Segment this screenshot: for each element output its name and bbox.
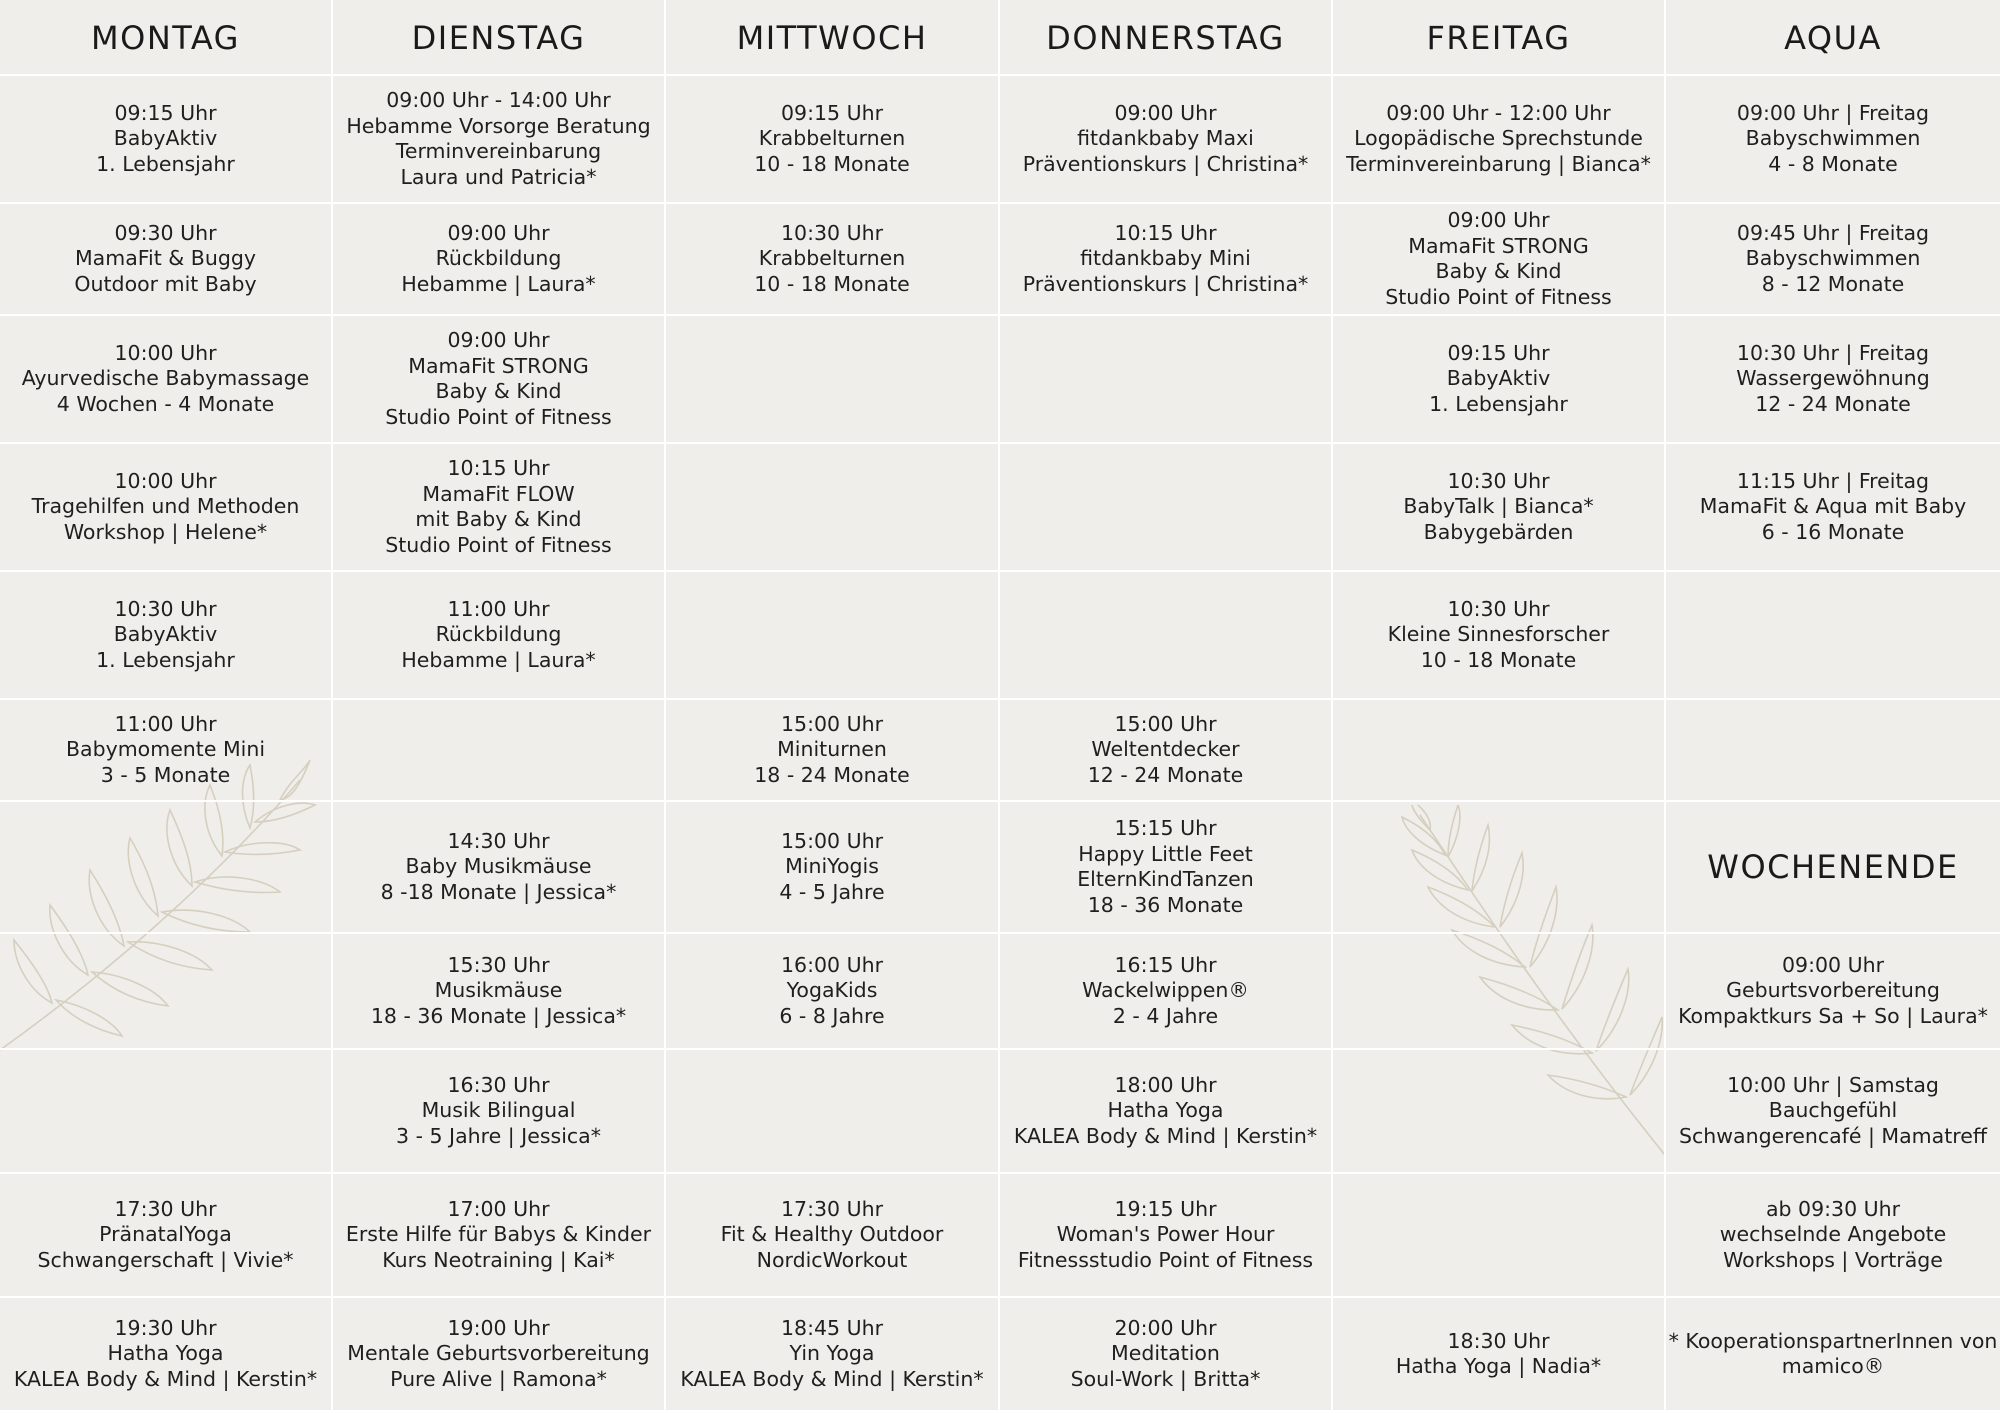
course-line: 1. Lebensjahr: [1429, 391, 1568, 416]
course-line: Kleine Sinnesforscher: [1387, 622, 1610, 647]
empty-cell: [1666, 572, 2000, 700]
course-cell: [1666, 444, 2000, 572]
course-line: 10 - 18 Monate: [1420, 647, 1577, 672]
course-line: KALEA Body & Mind | Kerstin*: [13, 1366, 318, 1391]
empty-cell: [0, 802, 333, 934]
course-cell: [0, 1174, 333, 1298]
course-cell: [333, 316, 666, 444]
course-cell: [333, 934, 666, 1050]
course-line: 18:30 Uhr: [1447, 1328, 1550, 1353]
course-cell: [333, 444, 666, 572]
course-line: 4 Wochen - 4 Monate: [56, 391, 275, 416]
course-line: 09:00 Uhr - 14:00 Uhr: [386, 88, 611, 112]
course-line: 20:00 Uhr: [1114, 1315, 1217, 1340]
course-cell: [1333, 204, 1666, 316]
course-cell: [0, 76, 333, 204]
course-line: Krabbelturnen: [758, 126, 906, 151]
course-line: 12 - 24 Monate: [1087, 762, 1244, 787]
course-line: 11:00 Uhr: [114, 711, 217, 736]
course-line: Yin Yoga: [789, 1341, 875, 1366]
course-line: 18 - 36 Monate | Jessica*: [370, 1003, 627, 1028]
course-line: Bauchgefühl: [1768, 1098, 1898, 1123]
empty-cell: [1000, 316, 1333, 444]
course-line: Laura und Patricia*: [400, 164, 597, 189]
course-line: 09:30 Uhr: [114, 220, 217, 245]
course-line: Erste Hilfe für Babys & Kinder: [345, 1222, 652, 1247]
course-line: ab 09:30 Uhr: [1765, 1196, 1901, 1221]
course-cell: [1333, 76, 1666, 204]
course-cell: [0, 700, 333, 802]
course-cell: [0, 1298, 333, 1412]
course-line: 19:15 Uhr: [1114, 1196, 1217, 1221]
course-line: Schwangerencafé | Mamatreff: [1679, 1123, 1987, 1148]
empty-cell: [1333, 1050, 1666, 1174]
column-header-mittwoch: MITTWOCH: [666, 0, 1000, 76]
course-cell: [1000, 700, 1333, 802]
course-line: Baby & Kind: [1435, 259, 1562, 283]
course-line: 15:00 Uhr: [780, 711, 884, 736]
course-line: Mentale Geburtsvorbereitung: [347, 1341, 650, 1366]
course-line: MamaFit STRONG: [1408, 233, 1589, 258]
course-line: Terminvereinbarung | Bianca*: [1346, 151, 1651, 176]
course-cell: [0, 204, 333, 316]
course-line: YogaKids: [786, 978, 878, 1003]
weekend-title: WOCHENENDE: [1707, 848, 1959, 886]
course-line: MamaFit & Buggy: [74, 246, 257, 271]
course-line: 16:30 Uhr: [447, 1072, 550, 1097]
course-cell: [333, 1298, 666, 1412]
course-line: Hatha Yoga | Nadia*: [1395, 1354, 1602, 1378]
weekend-header-cell: [1666, 802, 2000, 934]
column-header-montag: MONTAG: [0, 0, 333, 76]
course-cell: [666, 204, 1000, 316]
course-line: BabyAktiv: [113, 126, 218, 151]
course-cell: [1000, 1174, 1333, 1298]
course-line: PränatalYoga: [99, 1222, 232, 1247]
course-line: 10 - 18 Monate: [754, 271, 910, 296]
empty-cell: [666, 1050, 1000, 1174]
course-line: Babygebärden: [1423, 519, 1574, 544]
course-line: wechselnde Angebote: [1719, 1222, 1947, 1247]
course-line: 18:45 Uhr: [780, 1315, 884, 1340]
course-line: 14:30 Uhr: [447, 828, 550, 853]
course-cell: [333, 76, 666, 204]
course-cell: [0, 572, 333, 700]
course-line: 3 - 5 Jahre | Jessica*: [396, 1123, 601, 1148]
course-line: Weltentdecker: [1091, 737, 1240, 762]
course-line: Meditation: [1111, 1341, 1220, 1366]
course-line: 17:30 Uhr: [114, 1196, 217, 1221]
course-line: MiniYogis: [785, 854, 879, 879]
empty-cell: [1000, 444, 1333, 572]
course-line: Präventionskurs | Christina*: [1022, 271, 1309, 296]
course-line: Babymomente Mini: [65, 737, 266, 762]
course-line: 17:30 Uhr: [780, 1196, 884, 1221]
empty-cell: [1000, 572, 1333, 700]
course-cell: [333, 572, 666, 700]
course-line: Logopädische Sprechstunde: [1354, 126, 1643, 151]
course-line: 16:00 Uhr: [780, 952, 884, 977]
course-line: 19:30 Uhr: [114, 1315, 217, 1340]
column-header-aqua: AQUA: [1666, 0, 2000, 76]
course-line: Hatha Yoga: [107, 1341, 224, 1366]
course-line: Hebamme | Laura*: [401, 271, 596, 296]
course-line: 10:00 Uhr | Samstag: [1727, 1072, 1939, 1097]
course-cell: [666, 1298, 1000, 1412]
course-line: Musikmäuse: [434, 978, 563, 1003]
column-header-dienstag: DIENSTAG: [333, 0, 666, 76]
course-line: 15:00 Uhr: [1114, 711, 1217, 736]
course-line: 09:00 Uhr | Freitag: [1736, 100, 1930, 125]
empty-cell: [1333, 700, 1666, 802]
course-cell: [0, 316, 333, 444]
column-header-freitag: FREITAG: [1333, 0, 1666, 76]
course-line: 10:30 Uhr | Freitag: [1736, 340, 1930, 365]
course-line: MamaFit STRONG: [408, 353, 589, 378]
course-line: 1. Lebensjahr: [96, 647, 235, 672]
course-line: 8 -18 Monate | Jessica*: [380, 879, 617, 904]
course-line: 09:00 Uhr - 12:00 Uhr: [1386, 100, 1611, 125]
course-line: Tragehilfen und Methoden: [31, 494, 300, 519]
course-cell: [666, 934, 1000, 1050]
empty-cell: [1666, 700, 2000, 802]
course-line: Schwangerschaft | Vivie*: [37, 1247, 294, 1272]
course-line: Miniturnen: [777, 737, 887, 762]
course-line: Pure Alive | Ramona*: [390, 1366, 607, 1391]
course-line: 15:30 Uhr: [447, 952, 550, 977]
course-line: 10 - 18 Monate: [754, 151, 910, 176]
course-cell: [0, 444, 333, 572]
course-line: Baby & Kind: [435, 379, 562, 403]
course-line: MamaFit & Aqua mit Baby: [1699, 494, 1967, 519]
footnote-cell: [1666, 1298, 2000, 1412]
course-line: 4 - 8 Monate: [1768, 151, 1898, 176]
course-cell: [333, 1050, 666, 1174]
course-line: NordicWorkout: [756, 1247, 908, 1272]
course-line: Präventionskurs | Christina*: [1022, 151, 1309, 176]
course-line: Soul-Work | Britta*: [1070, 1366, 1261, 1391]
course-cell: [333, 1174, 666, 1298]
course-line: 19:00 Uhr: [447, 1315, 550, 1340]
course-line: 10:30 Uhr: [1447, 596, 1550, 621]
course-line: Happy Little Feet: [1078, 841, 1253, 866]
course-line: Fitnessstudio Point of Fitness: [1017, 1247, 1314, 1272]
course-cell: [666, 802, 1000, 934]
empty-cell: [666, 444, 1000, 572]
course-line: MamaFit FLOW: [422, 481, 575, 506]
course-line: 12 - 24 Monate: [1755, 391, 1911, 416]
course-line: 15:00 Uhr: [780, 828, 884, 853]
course-line: 09:45 Uhr | Freitag: [1736, 220, 1930, 245]
footnote-line: mamico®: [1781, 1354, 1885, 1378]
course-line: 15:15 Uhr: [1114, 816, 1217, 840]
course-line: 10:15 Uhr: [1114, 220, 1217, 245]
course-line: 11:00 Uhr: [447, 596, 550, 621]
course-line: Woman's Power Hour: [1056, 1222, 1275, 1247]
footnote-line: * KooperationspartnerInnen von: [1668, 1328, 1998, 1353]
empty-cell: [1333, 802, 1666, 934]
course-cell: [666, 700, 1000, 802]
course-line: Wackelwippen®: [1082, 978, 1249, 1003]
course-line: 3 - 5 Monate: [100, 762, 231, 787]
course-cell: [1333, 444, 1666, 572]
course-cell: [1666, 1050, 2000, 1174]
course-line: fitdankbaby Mini: [1080, 246, 1251, 271]
course-line: KALEA Body & Mind | Kerstin*: [680, 1366, 984, 1391]
empty-cell: [666, 316, 1000, 444]
course-line: 10:00 Uhr: [114, 340, 217, 365]
course-cell: [1666, 1174, 2000, 1298]
course-line: Kurs Neotraining | Kai*: [382, 1247, 615, 1272]
course-line: Terminvereinbarung: [395, 139, 602, 163]
course-line: Geburtsvorbereitung: [1726, 978, 1940, 1003]
course-line: Fit & Healthy Outdoor: [720, 1222, 944, 1247]
column-header-donnerstag: DONNERSTAG: [1000, 0, 1333, 76]
course-line: 10:00 Uhr: [114, 468, 217, 493]
empty-cell: [0, 934, 333, 1050]
course-line: 16:15 Uhr: [1114, 952, 1217, 977]
empty-cell: [1333, 934, 1666, 1050]
course-line: Rückbildung: [435, 246, 562, 271]
course-line: Hatha Yoga: [1107, 1098, 1224, 1123]
course-line: KALEA Body & Mind | Kerstin*: [1013, 1123, 1318, 1148]
course-line: 09:15 Uhr: [114, 100, 217, 125]
course-line: BabyAktiv: [1446, 366, 1551, 391]
empty-cell: [333, 700, 666, 802]
course-line: ElternKindTanzen: [1077, 867, 1254, 891]
course-line: Ayurvedische Babymassage: [21, 366, 310, 391]
course-line: mit Baby & Kind: [415, 507, 582, 531]
course-cell: [666, 76, 1000, 204]
course-line: 1. Lebensjahr: [96, 151, 235, 176]
course-line: 09:00 Uhr: [1114, 100, 1217, 125]
course-cell: [1000, 1050, 1333, 1174]
course-line: 09:00 Uhr: [1781, 952, 1885, 977]
course-line: Workshops | Vorträge: [1723, 1247, 1943, 1272]
empty-cell: [1333, 1174, 1666, 1298]
course-line: 18:00 Uhr: [1114, 1072, 1217, 1097]
course-cell: [1333, 1298, 1666, 1412]
course-line: Studio Point of Fitness: [385, 532, 612, 557]
empty-cell: [0, 1050, 333, 1174]
course-line: 09:15 Uhr: [780, 100, 884, 125]
course-line: 11:15 Uhr | Freitag: [1736, 468, 1930, 493]
course-line: 10:30 Uhr: [114, 596, 217, 621]
course-line: Outdoor mit Baby: [74, 271, 257, 296]
course-line: 17:00 Uhr: [447, 1196, 550, 1221]
course-line: Rückbildung: [435, 622, 562, 647]
course-cell: [1666, 934, 2000, 1050]
course-line: 8 - 12 Monate: [1761, 271, 1905, 296]
course-cell: [1000, 204, 1333, 316]
course-line: Wassergewöhnung: [1736, 366, 1930, 391]
course-cell: [1000, 1298, 1333, 1412]
course-line: fitdankbaby Maxi: [1077, 126, 1254, 151]
course-cell: [1666, 316, 2000, 444]
course-line: 09:15 Uhr: [1447, 340, 1550, 365]
course-line: Hebamme | Laura*: [401, 647, 596, 672]
course-cell: [1333, 572, 1666, 700]
empty-cell: [666, 572, 1000, 700]
course-line: Musik Bilingual: [421, 1098, 576, 1123]
course-line: Krabbelturnen: [758, 246, 906, 271]
course-line: Workshop | Helene*: [63, 519, 268, 544]
course-line: Babyschwimmen: [1745, 126, 1921, 151]
course-cell: [1666, 76, 2000, 204]
course-line: 09:00 Uhr: [1447, 208, 1550, 232]
course-cell: [1000, 76, 1333, 204]
course-cell: [1666, 204, 2000, 316]
course-line: 4 - 5 Jahre: [779, 879, 885, 904]
course-line: 6 - 16 Monate: [1761, 519, 1905, 544]
course-cell: [666, 1174, 1000, 1298]
course-cell: [1000, 934, 1333, 1050]
course-cell: [1333, 316, 1666, 444]
course-line: Studio Point of Fitness: [1385, 284, 1612, 309]
course-line: Kompaktkurs Sa + So | Laura*: [1678, 1003, 1988, 1028]
course-line: Baby Musikmäuse: [405, 854, 592, 879]
course-line: BabyTalk | Bianca*: [1403, 494, 1594, 519]
course-line: Hebamme Vorsorge Beratung: [346, 113, 651, 138]
course-line: 10:30 Uhr: [780, 220, 884, 245]
course-line: 2 - 4 Jahre: [1112, 1003, 1219, 1028]
course-cell: [333, 204, 666, 316]
course-cell: [333, 802, 666, 934]
course-line: 10:15 Uhr: [447, 456, 550, 480]
course-line: Babyschwimmen: [1745, 246, 1921, 271]
course-line: BabyAktiv: [113, 622, 218, 647]
course-line: Studio Point of Fitness: [385, 404, 612, 429]
course-line: 09:00 Uhr: [447, 220, 550, 245]
course-line: 10:30 Uhr: [1447, 468, 1550, 493]
course-line: 09:00 Uhr: [447, 328, 550, 352]
course-line: 6 - 8 Jahre: [779, 1003, 885, 1028]
course-line: 18 - 36 Monate: [1087, 892, 1244, 917]
course-cell: [1000, 802, 1333, 934]
course-line: 18 - 24 Monate: [754, 762, 910, 787]
